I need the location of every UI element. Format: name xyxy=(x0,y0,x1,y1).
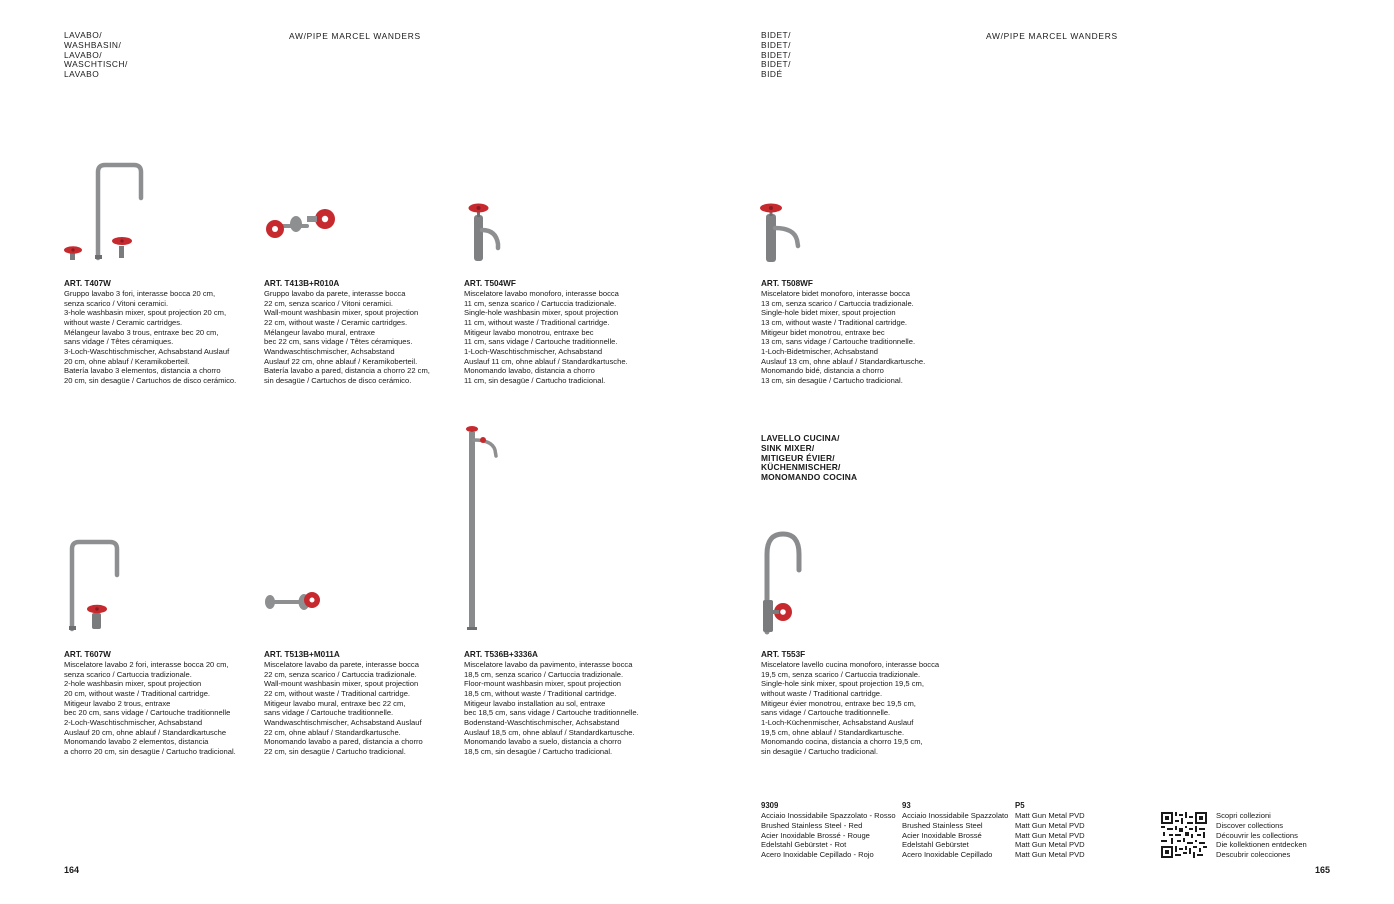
brand-label: AW/PIPE MARCEL WANDERS xyxy=(986,31,1118,41)
product-image-t407w xyxy=(60,160,160,265)
page-number-right: 165 xyxy=(1315,865,1331,875)
finish-description: Acciaio Inossidabile Spazzolato Brushed Stainless Steel Acier Inoxidable Brossé Edelstahl Gebürstet Acero Inoxidable Cepillado xyxy=(902,811,1009,860)
product-description: Miscelatore lavello cucina monoforo, interasse bocca 19,5 cm, senza scarico / Cartuccia tradizionale. Single-hole sink mixer, spout projection 19,5 cm, without waste / Traditional cartridge. Mitigeur évier monotrou, entraxe bec 19,5 cm, sans vidage / Cartouche traditionnelle. 1-Loch-Küchenmischer, Achsabstand Auslauf 19,5 cm, ohne ablauf / Standardkartusche. Monomando cocina, distancia a chorro 19,5 cm, sin desagüe / Cartucho tradicional. xyxy=(761,660,940,756)
product-t513b-m011a xyxy=(264,650,464,757)
finish-code: P5 xyxy=(1015,801,1025,810)
product-image-t553f xyxy=(758,528,818,636)
product-description: Gruppo lavabo da parete, interasse bocca 22 cm, senza scarico / Vitoni ceramici. Wall-mount washbasin mixer, spout projection 22 cm, without waste / Ceramic cartridges. Mélangeur lavabo mural, entraxe bec 22 cm, sans vidage / Têtes céramiques. Wandwaschtischmischer, Achsabstand Auslauf 22 cm, ohne ablauf / Keramikoberteil. Batería lavabo a pared, distancia a chorro 22 cm, sin desagüe / Cartuchos de disco cerámico. xyxy=(264,289,430,385)
finish-9309 xyxy=(761,801,901,860)
finish-p5 xyxy=(1015,801,1115,860)
product-code: ART. T504WF xyxy=(464,279,516,288)
product-t553f xyxy=(761,650,981,757)
product-image-t504wf xyxy=(462,200,522,265)
product-image-t536b-3336a xyxy=(462,424,507,634)
product-image-t607w xyxy=(62,535,132,635)
finish-93 xyxy=(902,801,1012,860)
product-code: ART. T536B+3336A xyxy=(464,650,538,659)
product-t536b-3336a xyxy=(464,650,664,757)
product-t413b-r010a xyxy=(264,279,464,386)
category-title-bidet: BIDET/ BIDET/ BIDET/ BIDET/ BIDÉ xyxy=(761,30,791,80)
product-code: ART. T508WF xyxy=(761,279,813,288)
product-t508wf xyxy=(761,279,961,386)
product-code: ART. T553F xyxy=(761,650,806,659)
finish-description: Acciaio Inossidabile Spazzolato - Rosso Brushed Stainless Steel - Red Acier Inoxidable Brossé - Rouge Edelstahl Gebürstet - Rot Acero Inoxidable Cepillado - Rojo xyxy=(761,811,896,860)
product-description: Miscelatore lavabo da parete, interasse bocca 22 cm, senza scarico / Cartuccia tradizionale. Wall-mount washbasin mixer, spout projection 22 cm, without waste / Traditional cartridge. Mitigeur lavabo mural, entraxe bec 22 cm, sans vidage / Cartouche traditionnelle. Wandwaschtischmischer, Achsabstand Auslauf 22 cm, ohne ablauf / Standardkartusche. Monomando lavabo a pared, distancia a chorro 22 cm, sin desagüe / Cartucho tradicional. xyxy=(264,660,423,756)
product-image-t508wf xyxy=(758,200,818,265)
discover-collections-link[interactable]: Scopri collezioni Discover collections Découvrir les collections Die kollektionen entdecken Descubrir colecciones xyxy=(1216,811,1307,860)
category-title-sink-mixer: LAVELLO CUCINA/ SINK MIXER/ MITIGEUR ÉVIER/ KÜCHENMISCHER/ MONOMANDO COCINA xyxy=(761,433,858,483)
product-description: Miscelatore lavabo monoforo, interasse bocca 11 cm, senza scarico / Cartuccia tradizionale. Single-hole washbasin mixer, spout projection 11 cm, without waste / Traditional cartridge. Mitigeur lavabo monotrou, entraxe bec 11 cm, sans vidage / Cartouche traditionnelle. 1-Loch-Waschtischmischer, Achsabstand Auslauf 11 cm, ohne ablauf / Standardkartusche. Monomando lavabo, distancia a chorro 11 cm, sin desagüe / Cartucho tradicional. xyxy=(464,289,628,385)
product-code: ART. T413B+R010A xyxy=(264,279,340,288)
product-description: Miscelatore lavabo 2 fori, interasse bocca 20 cm, senza scarico / Cartuccia tradizionale. 2-hole washbasin mixer, spout projection 20 cm, without waste / Traditional cartridge. Mitigeur lavabo 2 trous, entraxe bec 20 cm, sans vidage / Cartouche traditionnelle 2-Loch-Waschtischmischer, Achsabstand Auslauf 20 cm, ohne ablauf / Standardkartusche Monomando lavabo 2 elementos, distancia a chorro 20 cm, sin desagüe / Cartucho tradicional. xyxy=(64,660,236,756)
product-description: Miscelatore lavabo da pavimento, interasse bocca 18,5 cm, senza scarico / Cartuccia tradizionale. Floor-mount washbasin mixer, spout projection 18,5 cm, without waste / Traditional cartridge. Mitigeur lavabo installation au sol, entraxe bec 18,5 cm, sans vidage / Cartouche traditionnelle. Bodenstand-Waschtischmischer, Achsabstand Auslauf 18,5 cm, ohne ablauf / Standardkartusche. Monomando lavabo a suelo, distancia a chorro 18,5 cm, sin desagüe / Cartucho tradicional. xyxy=(464,660,639,756)
product-code: ART. T607W xyxy=(64,650,111,659)
product-description: Gruppo lavabo 3 fori, interasse bocca 20 cm, senza scarico / Vitoni ceramici. 3-hole washbasin mixer, spout projection 20 cm, without waste / Ceramic cartridges. Mélangeur lavabo 3 trous, entraxe bec 20 cm, sans vidage / Têtes céramiques. 3-Loch-Waschtischmischer, Achsabstand Auslauf 20 cm, ohne ablauf / Keramikoberteil. Batería lavabo 3 elementos, distancia a chorro 20 cm, sin desagüe / Cartuchos de disco cerámico. xyxy=(64,289,237,385)
product-t504wf xyxy=(464,279,664,386)
qr-code-icon[interactable] xyxy=(1161,812,1207,858)
product-image-t513b-m011a xyxy=(262,588,332,628)
product-t607w xyxy=(64,650,264,757)
finish-code: 9309 xyxy=(761,801,779,810)
brand-label: AW/PIPE MARCEL WANDERS xyxy=(289,31,421,41)
product-t407w xyxy=(64,279,264,386)
category-title-washbasin: LAVABO/ WASHBASIN/ LAVABO/ WASCHTISCH/ LAVABO xyxy=(64,30,128,80)
product-code: ART. T513B+M011A xyxy=(264,650,340,659)
product-description: Miscelatore bidet monoforo, interasse bocca 13 cm, senza scarico / Cartuccia tradizionale. Single-hole bidet mixer, spout projection 13 cm, without waste / Traditional cartridge. Mitigeur bidet monotrou, entraxe bec 13 cm, sans vidage / Cartouche traditionnelle. 1-Loch-Bidetmischer, Achsabstand Auslauf 13 cm, ohne ablauf / Standardkartusche. Monomando bidé, distancia a chorro 13 cm, sin desagüe / Cartucho tradicional. xyxy=(761,289,926,385)
product-image-t413b-r010a xyxy=(262,205,342,245)
finish-description: Matt Gun Metal PVD Matt Gun Metal PVD Matt Gun Metal PVD Matt Gun Metal PVD Matt Gun Metal PVD xyxy=(1015,811,1085,860)
product-code: ART. T407W xyxy=(64,279,111,288)
page-number-left: 164 xyxy=(64,865,80,875)
finish-code: 93 xyxy=(902,801,911,810)
